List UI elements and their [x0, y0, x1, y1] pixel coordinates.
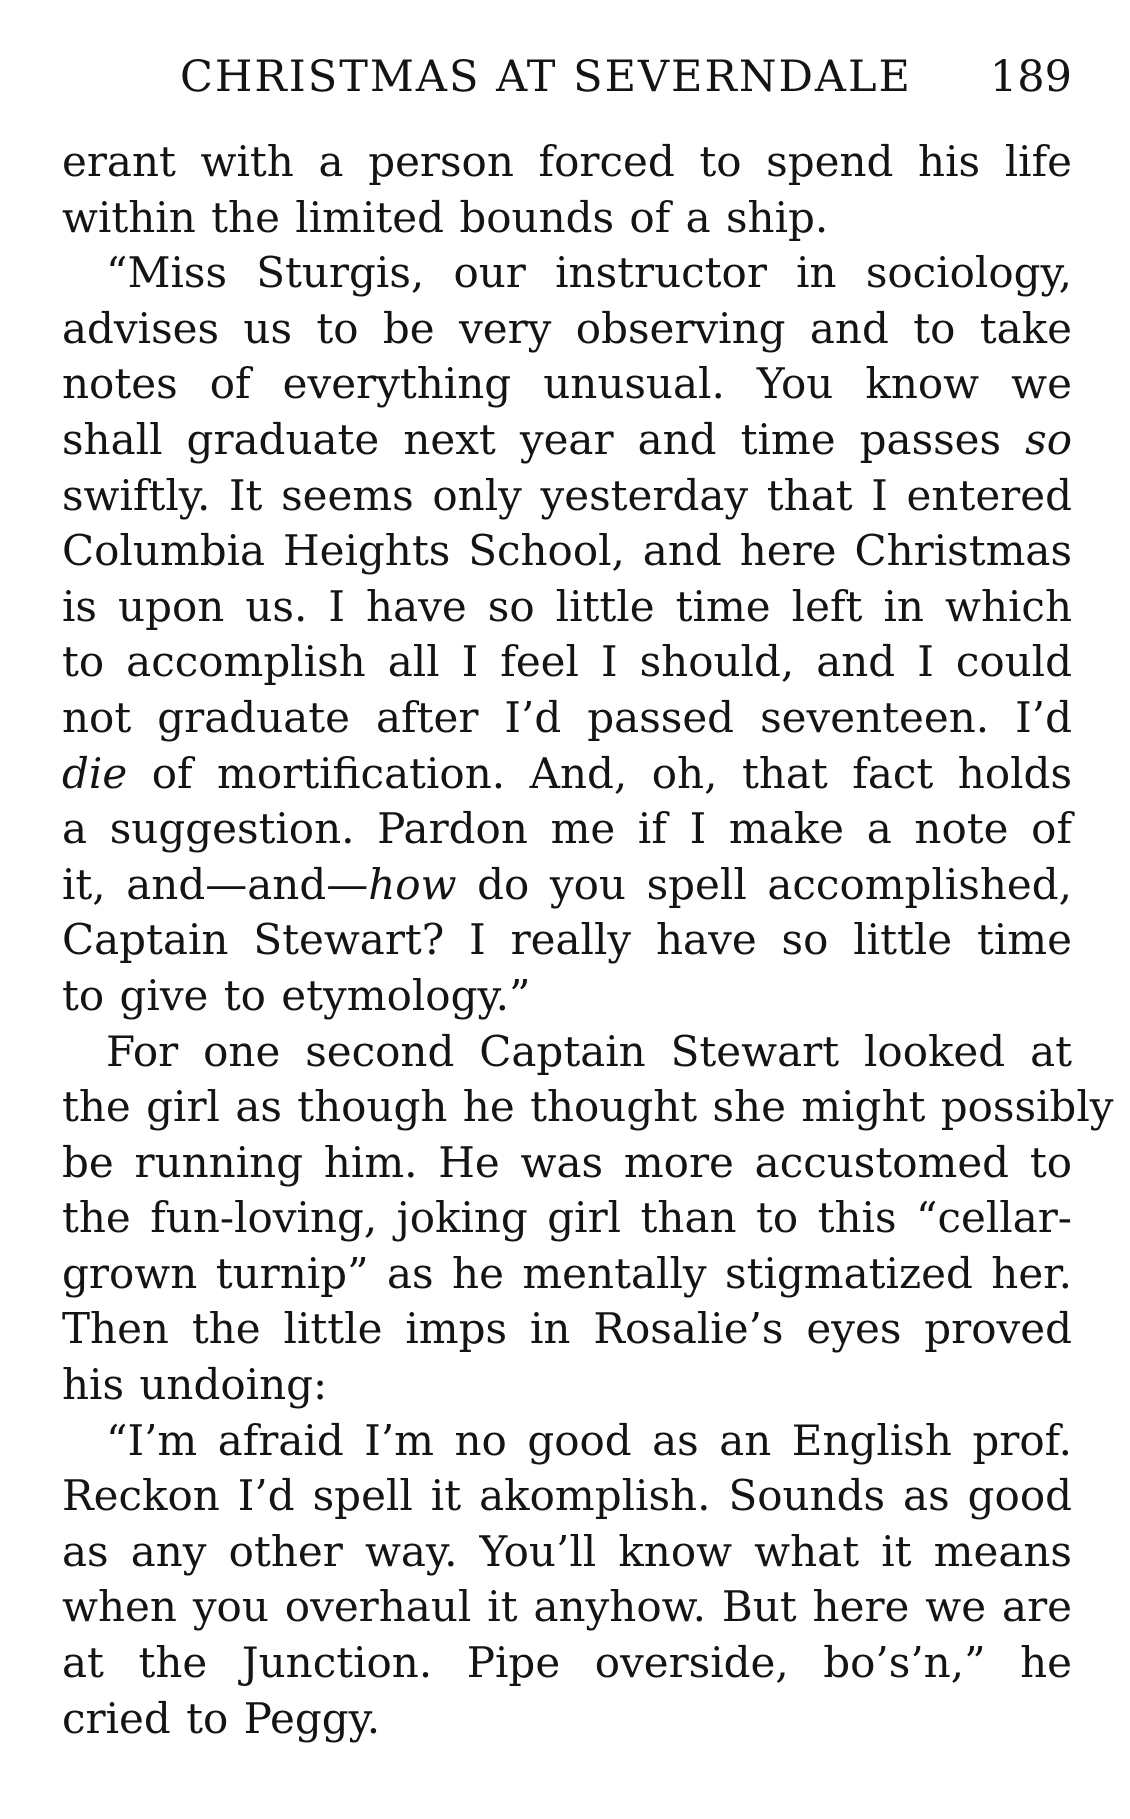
text-line: Then the little imps in Rosalie’s eyes proved: [62, 1304, 1072, 1354]
text-line: notes of everything unusual. You know we: [62, 359, 1072, 409]
page-number: 189: [989, 52, 1072, 102]
text-segment: do you spell accomplished,: [456, 859, 1072, 909]
text-line: within the limited bounds of a ship.: [62, 192, 829, 242]
running-title: CHRISTMAS AT SEVERNDALE: [180, 52, 912, 102]
text-segment: shall graduate next year and time passes: [62, 414, 1026, 464]
text-line: “Miss Sturgis, our instructor in sociology,: [106, 248, 1072, 298]
text-segment: of mortification. And, oh, that fact holds: [127, 748, 1072, 798]
text-line: as any other way. You’ll know what it means: [62, 1526, 1072, 1576]
text-line: his undoing:: [62, 1360, 328, 1410]
text-line: Columbia Heights School, and here Christmas: [62, 526, 1072, 576]
text-line: advises us to be very observing and to take: [62, 303, 1072, 353]
text-line: to accomplish all I feel I should, and I could: [62, 637, 1072, 687]
text-line: swiftly. It seems only yesterday that I entered: [62, 470, 1072, 520]
text-line: “I’m afraid I’m no good as an English prof.: [106, 1415, 1072, 1465]
emphasis-text: so: [1025, 414, 1072, 464]
text-line: to give to etymology.”: [62, 970, 531, 1020]
text-line: be running him. He was more accustomed to: [62, 1137, 1072, 1187]
text-line: the girl as though he thought she might possibly: [62, 1082, 1114, 1132]
page-body: [62, 134, 1114, 1746]
text-line: not graduate after I’d passed seventeen. I’d: [62, 692, 1072, 742]
text-line: grown turnip” as he mentally stigmatized her.: [62, 1248, 1072, 1298]
text-line: when you overhaul it anyhow. But here we are: [62, 1582, 1072, 1632]
text-line: For one second Captain Stewart looked at: [106, 1026, 1072, 1076]
emphasis-text: die: [62, 748, 128, 798]
text-line: is upon us. I have so little time left in which: [62, 581, 1072, 631]
text-line: [62, 746, 1072, 802]
text-line: Captain Stewart? I really have so little time: [62, 915, 1072, 965]
text-line: cried to Peggy.: [62, 1693, 381, 1743]
book-page: [62, 48, 1114, 1746]
text-line: at the Junction. Pipe overside, bo’s’n,” he: [62, 1638, 1072, 1688]
text-segment: it, and—and—: [62, 859, 369, 909]
page-header: [62, 48, 1072, 108]
text-line: erant with a person forced to spend his life: [62, 137, 1072, 186]
text-line: [62, 857, 1072, 913]
text-line: Reckon I’d spell it akomplish. Sounds as good: [62, 1471, 1072, 1521]
emphasis-text: how: [368, 859, 457, 909]
text-line: a suggestion. Pardon me if I make a note of: [62, 804, 1072, 854]
text-line: [62, 412, 1072, 468]
text-line: the fun-loving, joking girl than to this “cellar-: [62, 1193, 1072, 1243]
